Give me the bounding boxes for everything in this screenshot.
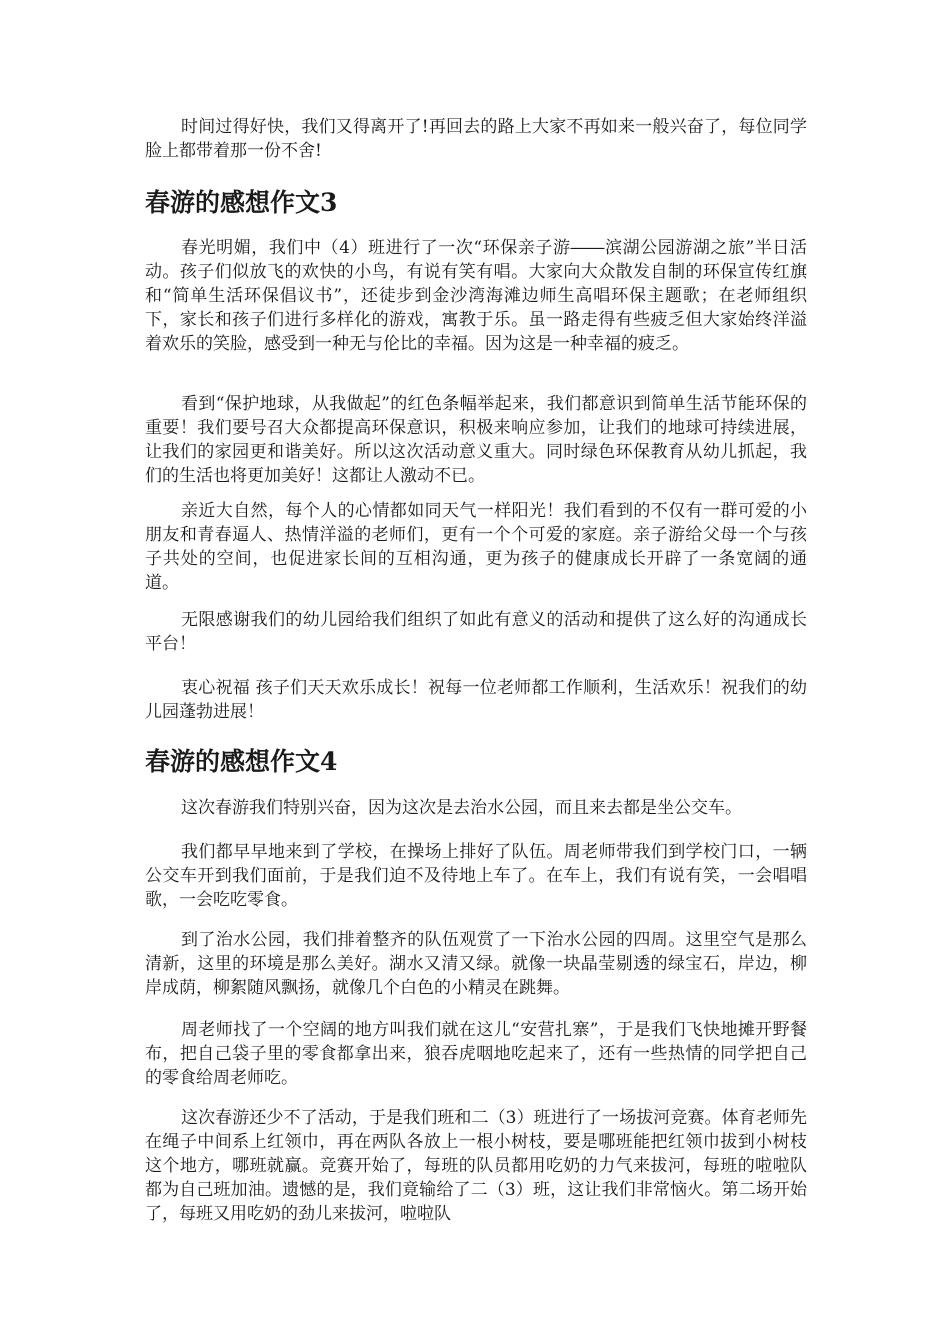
section-3-paragraph-1: 春光明媚，我们中（4）班进行了一次“环保亲子游――滨湖公园游湖之旅”半日活动。孩子们似放飞的欢快的小鸟，有说有笑有唱。大家向大众散发自制的环保宣传红旗和“简单生活环保倡议书”，还徒步到金沙湾海滩边师生高唱环保主题歌；在老师组织下，家长和孩子们进行多样化的游戏，寓教于乐。虽一路走得有些疲乏但大家始终洋溢着欢乐的笑脸，感受到一种无与伦比的幸福。因为这是一种幸福的疲乏。 <box>145 238 807 354</box>
section-4-paragraph-5: 这次春游还少不了活动，于是我们班和二（3）班进行了一场拔河竞赛。体育老师先在绳子中间系上红领巾，再在两队各放上一根小树枝，要是哪班能把红领巾拔到小树枝这个地方，哪班就赢。竞赛开始了，每班的队员都用吃奶的力气来拔河，每班的啦啦队都为自己班加油。遗憾的是，我们竟输给了二（3）班，这让我们非常恼火。第二场开始了，每班又用吃奶的劲儿来拔河，啦啦队 <box>145 1108 807 1224</box>
section-3-title: 春游的感想作文3 <box>145 188 338 217</box>
section-3-paragraph-3: 亲近大自然，每个人的心情都如同天气一样阳光！我们看到的不仅有一群可爱的小朋友和青春逼人、热情洋溢的老师们，更有一个个可爱的家庭。亲子游给父母一个与孩子共处的空间，也促进家长间的互相沟通，更为孩子的健康成长开辟了一条宽阔的通道。 <box>145 501 807 593</box>
section-4-title: 春游的感想作文4 <box>145 747 338 776</box>
section-3-paragraph-2: 看到“保护地球，从我做起”的红色条幅举起来，我们都意识到简单生活节能环保的重要！我们要号召大众都提高环保意识，积极来响应参加，让我们的地球可持续进展，让我们的家园更和谐美好。所以这次活动意义重大。同时绿色环保教育从幼儿抓起，我们的生活也将更加美好！这都让人激动不已。 <box>145 394 807 486</box>
section-4-paragraph-4: 周老师找了一个空阔的地方叫我们就在这儿“安营扎寨”，于是我们飞快地摊开野餐布，把自己袋子里的零食都拿出来，狼吞虎咽地吃起来了，还有一些热情的同学把自己的零食给周老师吃。 <box>145 1020 807 1088</box>
section-4-paragraph-3: 到了治水公园，我们排着整齐的队伍观赏了一下治水公园的四周。这里空气是那么清新，这里的环境是那么美好。湖水又清又绿。就像一块晶莹剔透的绿宝石，岸边，柳岸成荫，柳絮随风飘扬，就像几个白色的小精灵在跳舞。 <box>145 930 807 998</box>
section-3-paragraph-4: 无限感谢我们的幼儿园给我们组织了如此有意义的活动和提供了这么好的沟通成长平台！ <box>145 610 807 654</box>
section-4-paragraph-1: 这次春游我们特别兴奋，因为这次是去治水公园，而且来去都是坐公交车。 <box>181 798 742 818</box>
section-4-paragraph-2: 我们都早早地来到了学校，在操场上排好了队伍。周老师带我们到学校门口，一辆公交车开到我们面前，于是我们迫不及待地上车了。在车上，我们有说有笑，一会唱唱歌，一会吃吃零食。 <box>145 842 807 910</box>
intro-paragraph: 时间过得好快，我们又得离开了!再回去的路上大家不再如来一般兴奋了，每位同学脸上都带着那一份不舍! <box>145 117 807 161</box>
section-3-paragraph-5: 衷心祝福 孩子们天天欢乐成长！祝每一位老师都工作顺利，生活欢乐！祝我们的幼儿园蓬勃进展！ <box>145 678 807 722</box>
